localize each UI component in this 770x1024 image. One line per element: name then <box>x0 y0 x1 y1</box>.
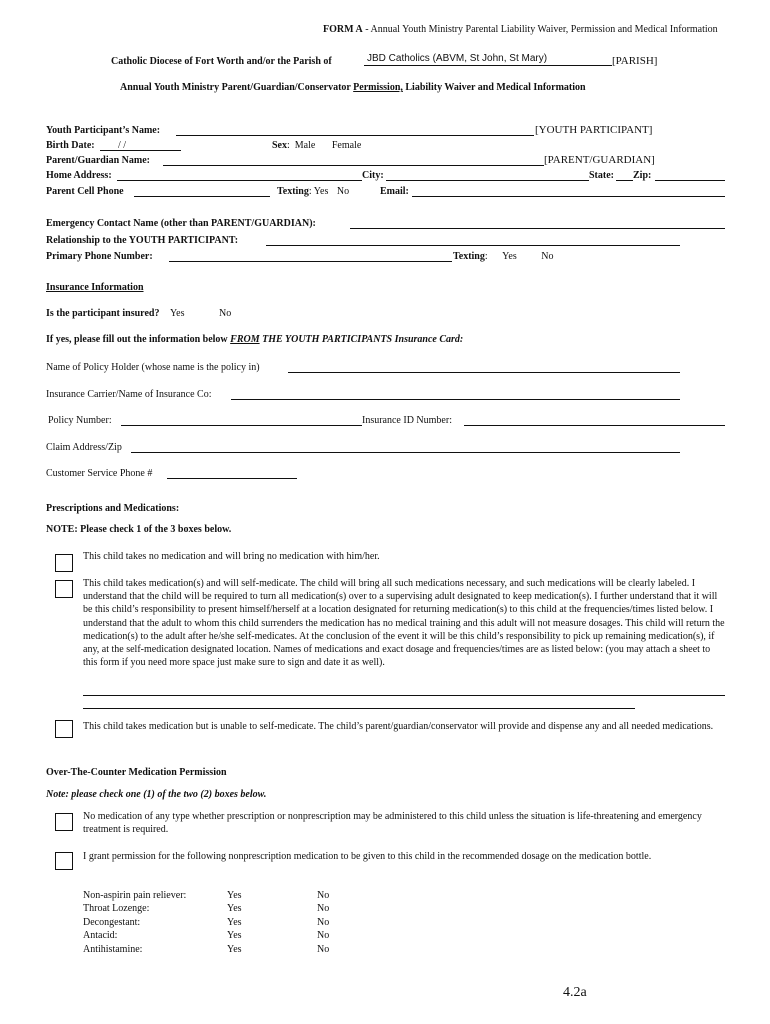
texting-yes-option[interactable]: Yes <box>313 186 329 197</box>
birth-date-field[interactable] <box>100 150 181 151</box>
otc-no-option[interactable]: No <box>317 930 330 942</box>
policy-holder-field[interactable] <box>288 372 680 373</box>
emergency-contact-field[interactable] <box>350 228 725 229</box>
birth-date-label: Birth Date: <box>46 140 95 151</box>
sex-row: Sex: Male Female <box>272 140 362 151</box>
otc-item-name: Antacid: <box>83 930 118 942</box>
parish-tag: [PARISH] <box>612 55 658 67</box>
texting-row: Texting: Yes No <box>277 186 350 197</box>
prescriptions-note: NOTE: Please check 1 of the 3 boxes below. <box>46 524 232 535</box>
no-otc-checkbox[interactable] <box>55 813 73 831</box>
no-otc-text: No medication of any type whether prescription or nonprescription may be administered to this child unless the situation is life-threatening and emergency treatment is required. <box>83 811 702 836</box>
page-number: 4.2a <box>563 985 587 1000</box>
form-header <box>323 24 718 35</box>
state-label: State: <box>589 170 614 181</box>
emergency-contact-label: Emergency Contact Name (other than PARENT/GUARDIAN): <box>46 218 316 229</box>
otc-no-option[interactable]: No <box>317 890 330 901</box>
relationship-label-text: Relationship to the YOUTH PARTICIPANT <box>46 235 235 246</box>
youth-name-label: Youth Participant’s Name: <box>46 125 161 136</box>
guardian-name-tag: [PARENT/GUARDIAN] <box>544 154 655 166</box>
medication-list-line-2[interactable] <box>83 708 635 709</box>
relationship-label: Relationship to the YOUTH PARTICIPANT: <box>46 235 239 246</box>
home-address-field[interactable] <box>117 180 362 181</box>
policy-number-field[interactable] <box>121 425 362 426</box>
cell-phone-label: Parent Cell Phone <box>46 186 124 197</box>
otc-medication-list <box>83 890 329 957</box>
subtitle-underlined: Permission, <box>353 82 403 93</box>
insurance-id-field[interactable] <box>464 425 725 426</box>
youth-name-tag: [YOUTH PARTICIPANT] <box>535 124 653 136</box>
insurance-id-label: Insurance ID Number: <box>362 415 452 426</box>
if-yes-from: FROM <box>230 334 260 345</box>
otc-item-name: Non-aspirin pain reliever: <box>83 890 187 901</box>
emergency-texting-row: Texting: Yes No <box>453 251 554 262</box>
emergency-texting-yes[interactable]: Yes <box>502 251 517 262</box>
self-medicate-checkbox[interactable] <box>55 580 73 598</box>
sex-male-option[interactable]: Male <box>294 140 316 151</box>
insured-no-option[interactable]: No <box>219 308 232 319</box>
insurance-heading: Insurance Information <box>46 282 144 293</box>
otc-item-decongestant <box>83 917 329 930</box>
otc-heading: Over-The-Counter Medication Permission <box>46 767 227 778</box>
parish-value: JBD Catholics (ABVM, St John, St Mary) <box>367 53 548 64</box>
insured-question: Is the participant insured? <box>46 308 160 319</box>
texting-label: Texting <box>277 186 309 197</box>
email-label: Email: <box>380 186 409 197</box>
zip-label: Zip: <box>633 170 652 181</box>
city-label: City: <box>362 170 384 181</box>
diocese-line <box>111 56 332 67</box>
form-label: FORM A <box>323 24 363 35</box>
insured-yes-option[interactable]: Yes <box>169 308 185 319</box>
parish-field[interactable] <box>364 53 612 66</box>
policy-holder-label: Name of Policy Holder (whose name is the policy in) <box>46 362 260 373</box>
claim-address-label: Claim Address/Zip <box>46 442 122 453</box>
otc-yes-option[interactable]: Yes <box>227 930 242 942</box>
otc-item-name: Decongestant: <box>83 916 141 928</box>
grant-otc-checkbox[interactable] <box>55 852 73 870</box>
otc-note: Note: please check one (1) of the two (2) boxes below. <box>46 789 267 800</box>
primary-phone-field[interactable] <box>169 261 452 262</box>
otc-no-option[interactable]: No <box>317 916 330 928</box>
emergency-texting-no[interactable]: No <box>541 251 554 262</box>
city-field[interactable] <box>386 180 589 181</box>
diocese-prefix: Catholic Diocese of Fort Worth and/or the Parish of <box>111 56 332 67</box>
youth-name-field[interactable] <box>176 135 534 136</box>
claim-address-field[interactable] <box>131 452 680 453</box>
email-field[interactable] <box>412 196 725 197</box>
guardian-name-field[interactable] <box>163 165 544 166</box>
cell-phone-field[interactable] <box>134 196 270 197</box>
no-medication-checkbox[interactable] <box>55 554 73 572</box>
home-address-label: Home Address: <box>46 170 112 181</box>
grant-otc-text: I grant permission for the following nonprescription medication to be given to this child in the recommended dosage on the medication bottle. <box>83 851 652 862</box>
otc-item-non-aspirin <box>83 890 329 903</box>
otc-no-option[interactable]: No <box>317 943 330 955</box>
otc-yes-option[interactable]: Yes <box>227 903 242 915</box>
customer-service-field[interactable] <box>167 478 297 479</box>
carrier-field[interactable] <box>231 399 680 400</box>
primary-phone-label: Primary Phone Number: <box>46 251 153 262</box>
policy-number-label: Policy Number: <box>48 415 112 426</box>
sex-female-option[interactable]: Female <box>331 140 362 151</box>
subtitle-before: Annual Youth Ministry Parent/Guardian/Conservator <box>120 82 354 93</box>
zip-field[interactable] <box>655 180 725 181</box>
insured-question-row <box>46 308 231 319</box>
state-field[interactable] <box>616 180 633 181</box>
carrier-label: Insurance Carrier/Name of Insurance Co: <box>46 389 212 400</box>
self-medicate-text: This child takes medication(s) and will self-medicate. The child will bring all such medications necessary, and such medications will be clearly labeled. I understand that the child will be required to turn all medication(s) over to a supervising adult designated to keep medication(s). I further understand that it will be this child’s responsibility to present himself/herself at a location designated for returning medication(s) to this child at the frequencies/times listed below. I understand that the adult to whom this child surrenders the medication has no medical training and this adult will not measure dosages. This child will return the medication(s) to the adult after he/she self-medicates. At the conclusion of the event it will be this child’s responsibility to pick up remaining medication(s), if any, at the self-medication designated location. Names of medications and exact dosage and frequencies/times are as listed below: (you may attach a sheet to this form if you need more space just make sure to sign and date it as well). <box>83 578 725 669</box>
otc-yes-option[interactable]: Yes <box>227 943 242 955</box>
primary-phone-label-text: Primary Phone Number <box>46 251 150 262</box>
medication-list-line-1[interactable] <box>83 695 725 696</box>
otc-item-throat-lozenge <box>83 903 329 916</box>
if-yes-instruction: If yes, please fill out the information below FROM THE YOUTH PARTICIPANTS Insurance Card: <box>46 334 464 345</box>
otc-item-name: Antihistamine: <box>83 943 143 955</box>
otc-yes-option[interactable]: Yes <box>227 916 242 928</box>
otc-item-name: Throat Lozenge: <box>83 903 150 915</box>
if-yes-after: THE YOUTH PARTICIPANTS Insurance Card <box>259 334 460 345</box>
otc-yes-option[interactable]: Yes <box>227 890 242 901</box>
guardian-name-label: Parent/Guardian Name: <box>46 155 150 166</box>
relationship-field[interactable] <box>266 245 680 246</box>
page-subtitle <box>120 82 586 93</box>
otc-item-antacid <box>83 930 329 943</box>
birth-date-separators: / / <box>118 140 127 151</box>
customer-service-label: Customer Service Phone # <box>46 468 153 479</box>
sex-label: Sex <box>272 140 287 151</box>
texting-no-option[interactable]: No <box>336 186 350 197</box>
no-medication-text: This child takes no medication and will bring no medication with him/her. <box>83 551 380 562</box>
otc-item-antihistamine <box>83 944 329 957</box>
subtitle-after: Liability Waiver and Medical Information <box>402 82 586 93</box>
otc-no-option[interactable]: No <box>317 903 330 915</box>
prescriptions-heading: Prescriptions and Medications: <box>46 503 180 514</box>
unable-self-medicate-text: This child takes medication but is unable to self-medicate. The child’s parent/guardian/conservator will provide and dispense any and all needed medications. <box>83 721 714 732</box>
unable-self-medicate-checkbox[interactable] <box>55 720 73 738</box>
emergency-texting-label: Texting <box>453 251 485 262</box>
form-title: - Annual Youth Ministry Parental Liability Waiver, Permission and Medical Information <box>362 24 718 35</box>
if-yes-before: If yes, please fill out the information below <box>46 334 231 345</box>
